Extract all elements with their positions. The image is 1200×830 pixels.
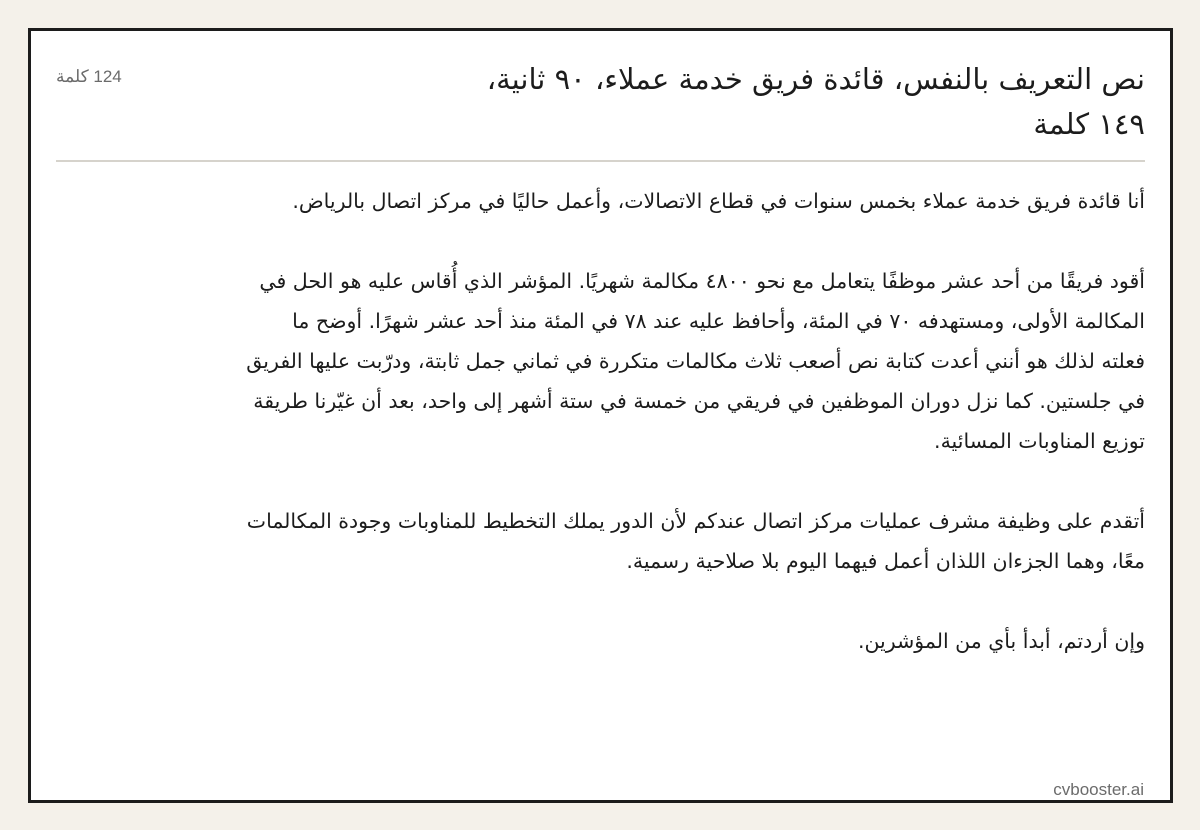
paragraph-achievements: أقود فريقًا من أحد عشر موظفًا يتعامل مع نحو ٤٨٠٠ مكالمة شهريًا. المؤشر الذي أُقاس عليه هو الحل في المكالمة الأولى، ومستهدفه ٧٠ في المئة، وأحافظ عليه عند ٧٨ في المئة منذ أحد عشر شهرًا. أوضح ما فعلته لذلك هو أنني أعدت كتابة نص أصعب ثلاث مكالمات متكررة في ثماني جمل ثابتة، ودرّبت عليها الفريق في جلستين. كما نزل دوران الموظفين في فريقي من خمسة في ستة أشهر إلى واحد، بعد أن غيّرنا طريقة توزيع المناوبات المسائية. xyxy=(246,269,1145,453)
paragraph-intro: أنا قائدة فريق خدمة عملاء بخمس سنوات في قطاع الاتصالات، وأعمل حاليًا في مركز اتصال بالرياض. xyxy=(292,189,1145,213)
document-card xyxy=(28,28,1173,803)
document-header xyxy=(56,57,1145,162)
paragraph-closing: وإن أردتم، أبدأ بأي من المؤشرين. xyxy=(857,629,1145,653)
document-body xyxy=(245,181,1145,661)
document-title: نص التعريف بالنفس، قائدة فريق خدمة عملاء، ٩٠ ثانية، ١٤٩ كلمة xyxy=(486,62,1145,141)
word-count-label: 124 كلمة xyxy=(56,67,122,86)
paragraph-application: أتقدم على وظيفة مشرف عمليات مركز اتصال عندكم لأن الدور يملك التخطيط للمناوبات وجودة المكالمات معًا، وهما الجزءان اللذان أعمل فيهما اليوم بلا صلاحية رسمية. xyxy=(246,509,1145,573)
footer-brand: cvbooster.ai xyxy=(1053,780,1144,799)
